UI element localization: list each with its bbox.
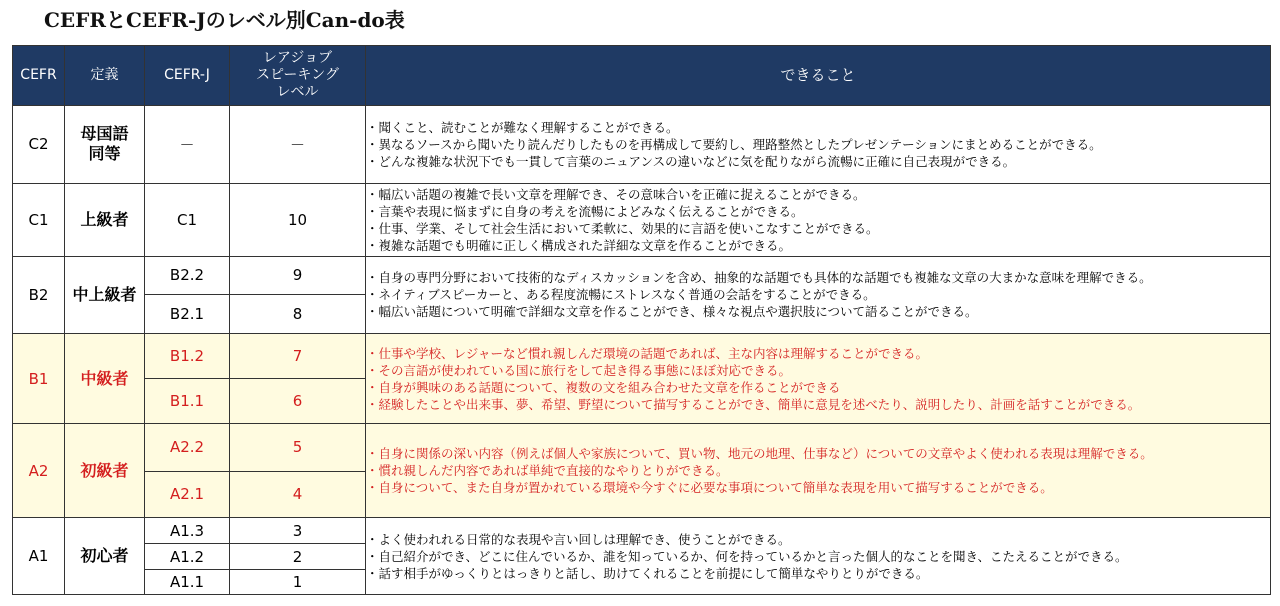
rarejob-level-cell: 1	[230, 569, 366, 594]
table-row-a2-2	[13, 424, 1271, 471]
rarejob-level-cell: 2	[230, 544, 366, 569]
cando-description	[366, 424, 1271, 518]
table-row-c1	[13, 183, 1271, 256]
cando-item: ・ どんな複雑な状況下でも一貫して言葉のニュアンスの違いなどに気を配りながら流暢に正確に自己表現ができる。	[366, 153, 1270, 170]
rarejob-level-cell: 8	[230, 294, 366, 333]
table-row-b2-2	[13, 256, 1271, 294]
cando-item: ・ 仕事や学校、レジャーなど慣れ親しんだ環境の話題であれば、主な内容は理解することができる。	[366, 345, 1270, 362]
cefr-level-cell: B2	[13, 256, 65, 334]
cando-item: ・ 幅広い話題について明確で詳細な文章を作ることができ、様々な視点や選択肢について語ることができる。	[366, 303, 1270, 320]
cefrj-cell: A2.2	[145, 424, 230, 471]
page-title: CEFRとCEFR-Jのレベル別Can-do表	[44, 8, 405, 32]
cefrj-cell: B2.2	[145, 256, 230, 294]
rarejob-level-cell: 5	[230, 424, 366, 471]
cando-description	[366, 106, 1271, 184]
cefrj-cell: B1.2	[145, 334, 230, 378]
cefr-level-cell: C2	[13, 106, 65, 184]
rarejob-level-cell: 6	[230, 378, 366, 423]
cefrj-cell: A2.1	[145, 471, 230, 517]
cefrj-cell: A1.3	[145, 518, 230, 544]
cando-table	[12, 45, 1271, 595]
cando-item: ・ 言葉や表現に悩まずに自身の考えを流暢によどみなく伝えることができる。	[366, 203, 1270, 220]
rarejob-level-cell: 3	[230, 518, 366, 544]
cando-description	[366, 256, 1271, 334]
cefrj-cell: B2.1	[145, 294, 230, 333]
cando-item: ・ 異なるソースから聞いたり読んだりしたものを再構成して要約し、理路整然としたプレゼンテーションにまとめることができる。	[366, 136, 1270, 153]
header-cefrj: CEFR-J	[145, 46, 230, 106]
header-rarejob-line3: レベル	[276, 84, 319, 100]
cefrj-cell: －	[145, 106, 230, 184]
cefrj-cell: A1.1	[145, 569, 230, 594]
cando-item: ・ 幅広い話題の複雑で長い文章を理解でき、その意味合いを正確に捉えることができる。	[366, 186, 1270, 203]
cefr-level-cell: A2	[13, 424, 65, 518]
table-row-c2	[13, 106, 1271, 184]
definition-cell: 中上級者	[65, 256, 145, 334]
cefr-level-cell: C1	[13, 183, 65, 256]
table-row-a1-3	[13, 518, 1271, 544]
rarejob-level-cell: 10	[230, 183, 366, 256]
definition-cell: 初級者	[65, 424, 145, 518]
cando-item: ・ 自身に関係の深い内容（例えば個人や家族について、買い物、地元の地理、仕事など）についての文章やよく使われる表現は理解できる。	[366, 445, 1270, 462]
cando-description	[366, 334, 1271, 424]
header-rarejob-level	[230, 46, 366, 106]
rarejob-level-cell: 9	[230, 256, 366, 294]
cando-item: ・ 慣れ親しんだ内容であれば単純で直接的なやりとりができる。	[366, 462, 1270, 479]
rarejob-level-cell: 4	[230, 471, 366, 517]
cando-description	[366, 518, 1271, 595]
cando-item: ・ 複雑な話題でも明確に正しく構成された詳細な文章を作ることができる。	[366, 237, 1270, 254]
header-cefr: CEFR	[13, 46, 65, 106]
rarejob-level-cell: 7	[230, 334, 366, 378]
definition-line: 母国語	[80, 124, 129, 144]
definition-cell: 上級者	[65, 183, 145, 256]
table-row-b1-2	[13, 334, 1271, 378]
cefrj-cell: A1.2	[145, 544, 230, 569]
cando-item: ・ よく使われれる日常的な表現や言い回しは理解でき、使うことができる。	[366, 531, 1270, 548]
cefr-level-cell: A1	[13, 518, 65, 595]
rarejob-level-cell: －	[230, 106, 366, 184]
cando-item: ・ ネイティブスピーカーと、ある程度流暢にストレスなく普通の会話をすることができる。	[366, 286, 1270, 303]
cefrj-cell: B1.1	[145, 378, 230, 423]
cando-item: ・ 自己紹介ができ、どこに住んでいるか、誰を知っているか、何を持っているかと言った個人的なことを聞き、こたえることができる。	[366, 548, 1270, 565]
header-rarejob-line1: レアジョブ	[262, 50, 333, 66]
table-header-row	[13, 46, 1271, 106]
cando-item: ・ 自身が興味のある話題について、複数の文を組み合わせた文章を作ることができる	[366, 379, 1270, 396]
cando-item: ・ 仕事、学業、そして社会生活において柔軟に、効果的に言語を使いこなすことができる。	[366, 220, 1270, 237]
definition-line: 同等	[88, 144, 121, 164]
definition-cell	[65, 106, 145, 184]
header-rarejob-line2: スピーキング	[255, 67, 340, 83]
cando-item: ・ 聞くこと、読むことが難なく理解することができる。	[366, 119, 1270, 136]
definition-cell: 中級者	[65, 334, 145, 424]
header-cando: できること	[366, 46, 1271, 106]
cando-description	[366, 183, 1271, 256]
definition-cell: 初心者	[65, 518, 145, 595]
cando-item: ・ 自身について、また自身が置かれている環境や今すぐに必要な事項について簡単な表現を用いて描写することができる。	[366, 479, 1270, 496]
cando-item: ・ 経験したことや出来事、夢、希望、野望について描写することができ、簡単に意見を述べたり、説明したり、計画を話すことができる。	[366, 396, 1270, 413]
cando-item: ・ 自身の専門分野において技術的なディスカッションを含め、抽象的な話題でも具体的な話題でも複雑な文章の大まかな意味を理解できる。	[366, 269, 1270, 286]
cando-item: ・ その言語が使われている国に旅行をして起き得る事態にほぼ対応できる。	[366, 362, 1270, 379]
cefrj-cell: C1	[145, 183, 230, 256]
header-definition: 定義	[65, 46, 145, 106]
cando-item: ・ 話す相手がゆっくりとはっきりと話し、助けてくれることを前提にして簡単なやりとりができる。	[366, 565, 1270, 582]
cefr-level-cell: B1	[13, 334, 65, 424]
